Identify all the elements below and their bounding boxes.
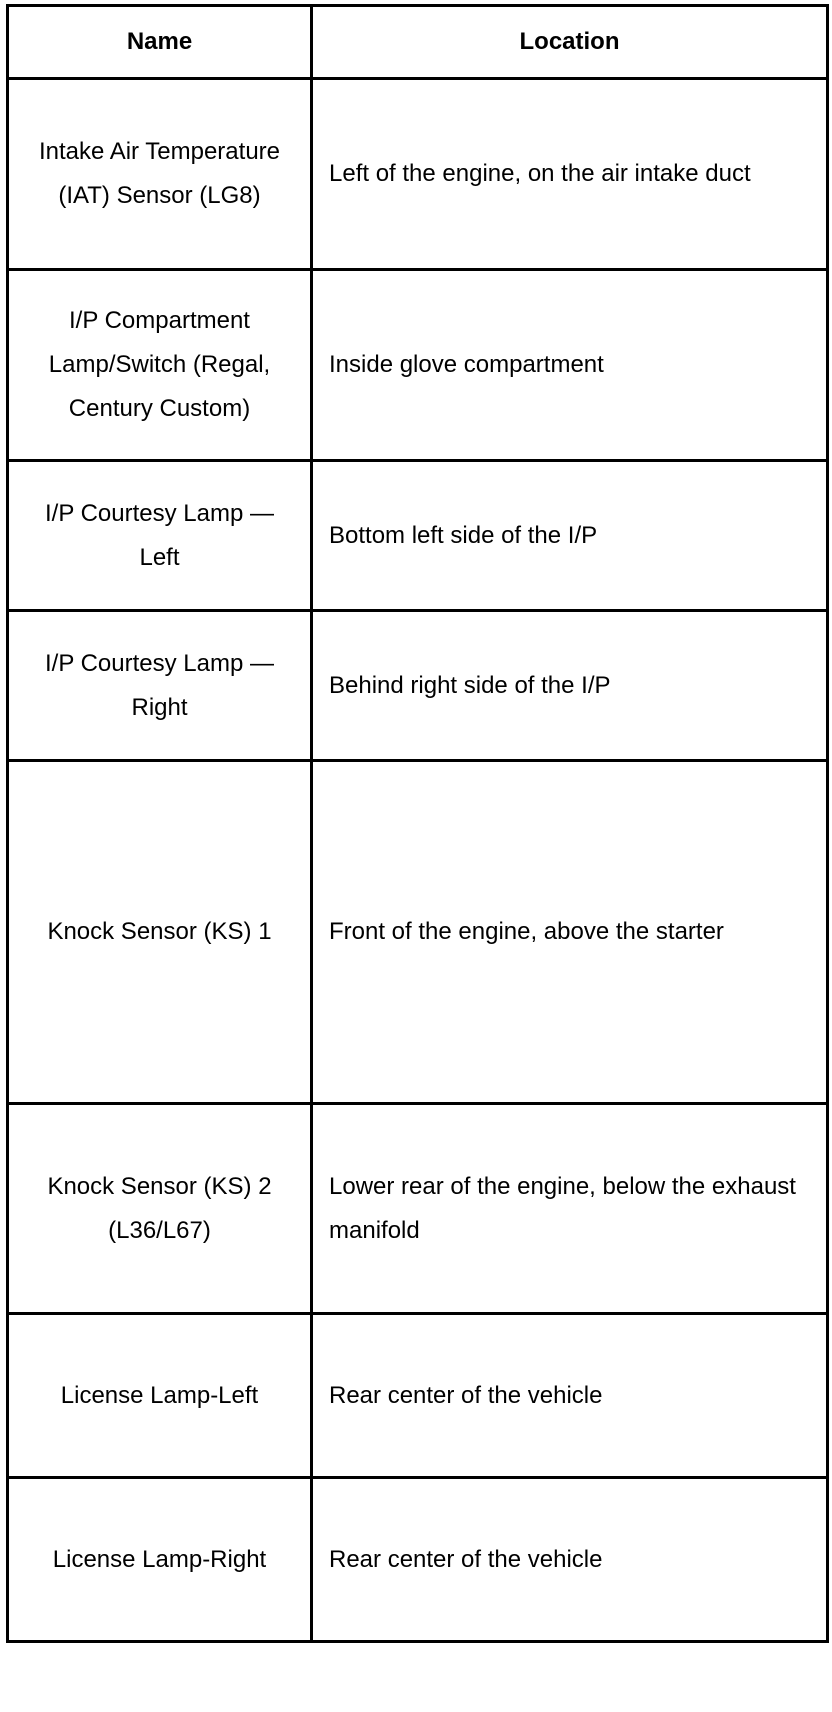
component-location: Left of the engine, on the air intake duct xyxy=(312,79,828,270)
header-row xyxy=(8,6,828,79)
table-row xyxy=(8,79,828,270)
component-name: Knock Sensor (KS) 2 (L36/L67) xyxy=(8,1104,312,1314)
component-name: I/P Courtesy Lamp — Right xyxy=(8,611,312,761)
component-name: I/P Compartment Lamp/Switch (Regal, Century Custom) xyxy=(8,270,312,461)
component-name: License Lamp-Left xyxy=(8,1314,312,1478)
name-column-header: Name xyxy=(8,6,312,79)
table-row xyxy=(8,1478,828,1642)
table-row xyxy=(8,461,828,611)
table-row xyxy=(8,611,828,761)
component-location: Inside glove compartment xyxy=(312,270,828,461)
table-row xyxy=(8,761,828,1104)
component-location: Front of the engine, above the starter xyxy=(312,761,828,1104)
component-name: I/P Courtesy Lamp — Left xyxy=(8,461,312,611)
location-column-header: Location xyxy=(312,6,828,79)
component-location-table xyxy=(6,4,829,1643)
component-name: License Lamp-Right xyxy=(8,1478,312,1642)
component-name: Knock Sensor (KS) 1 xyxy=(8,761,312,1104)
table-row xyxy=(8,1104,828,1314)
component-name: Intake Air Temperature (IAT) Sensor (LG8) xyxy=(8,79,312,270)
table-row xyxy=(8,1314,828,1478)
component-location: Rear center of the vehicle xyxy=(312,1314,828,1478)
table-row xyxy=(8,270,828,461)
component-location: Rear center of the vehicle xyxy=(312,1478,828,1642)
component-location: Bottom left side of the I/P xyxy=(312,461,828,611)
component-location: Behind right side of the I/P xyxy=(312,611,828,761)
component-location: Lower rear of the engine, below the exhaust manifold xyxy=(312,1104,828,1314)
